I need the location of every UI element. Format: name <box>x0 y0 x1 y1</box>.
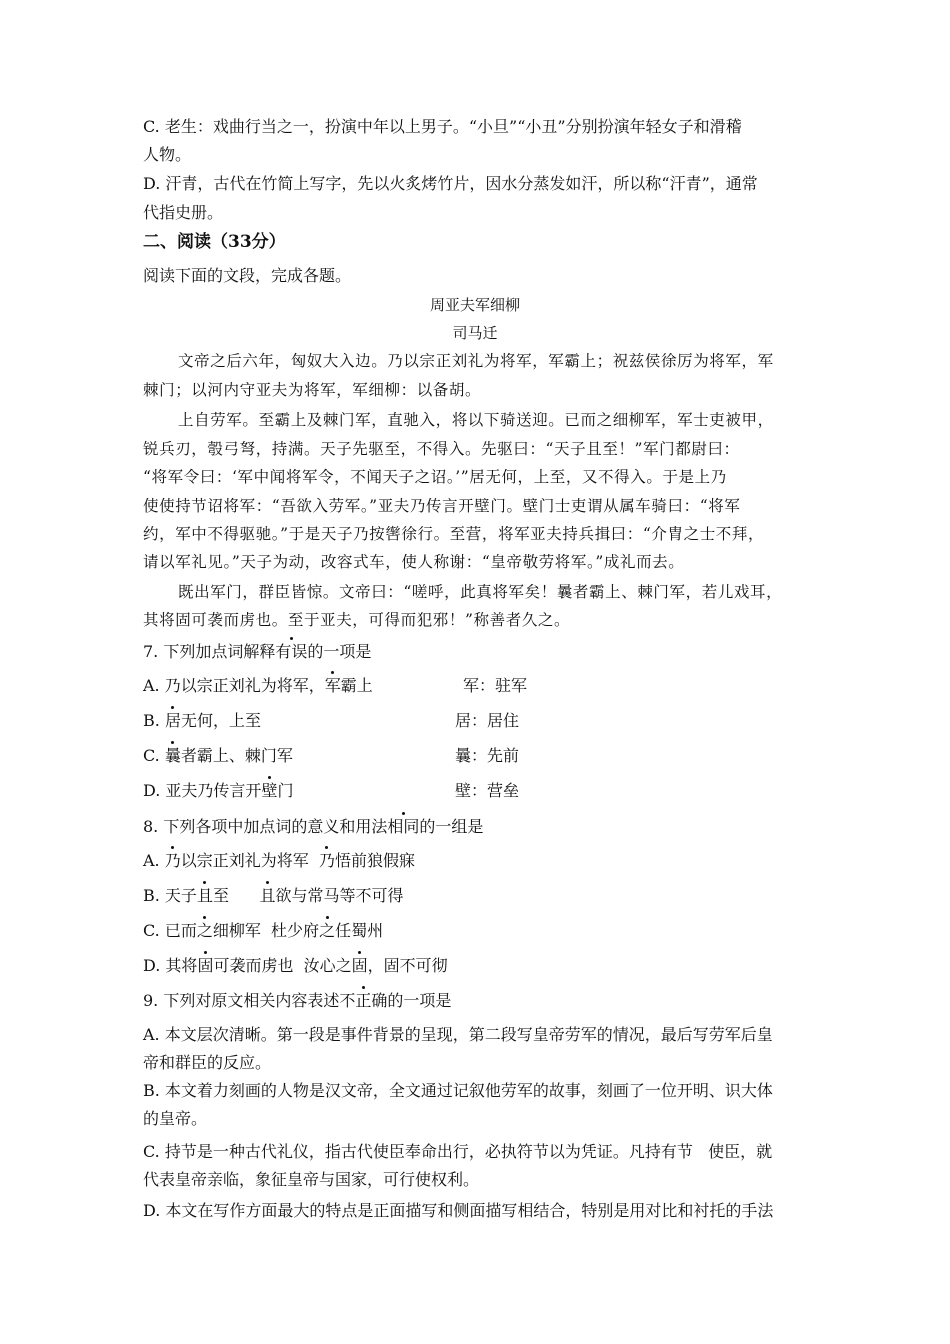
passage-p3-line: 其将固可袭而虏也。至于亚夫，可得而犯邪！”称善者久之。 <box>143 611 571 629</box>
prev-option-d-line1: D. 汗青，古代在竹简上写字，先以火炙烤竹片，因水分蒸发如汗，所以称“汗青”，通常 <box>143 174 758 193</box>
section-title: 二、阅读（33分） <box>143 232 286 252</box>
q7-option-d: D. 亚夫乃传言开壁门 <box>143 781 294 800</box>
q7-option-b: B. 居无何，上至 <box>143 711 261 730</box>
q8-option-c: C. 已而之细柳军 杜少府之任蜀州 <box>143 921 384 940</box>
q7-stem: 7. 下列加点词解释有误的一项是 <box>143 642 372 661</box>
passage-p2-line: 请以军礼见。”天子为动，改容式车，使人称谢：“皇帝敬劳将军。”成礼而去。 <box>143 553 685 571</box>
q8-option-a: A. 乃以宗正刘礼为将军 乃悟前狼假寐 <box>143 851 415 870</box>
q7-option-c-gloss: 曩：先前 <box>455 746 520 765</box>
passage-p2-line: 使使持节诏将军：“吾欲入劳军。”亚夫乃传言开壁门。壁门士吏谓从属车骑曰：“将军 <box>143 497 741 515</box>
q7-option-a-gloss: 军：驻军 <box>463 676 528 695</box>
prev-option-c-line1: C. 老生：戏曲行当之一，扮演中年以上男子。“小旦”“小丑”分别扮演年轻女子和滑稽 <box>143 117 742 136</box>
passage-author: 司马迁 <box>452 324 498 342</box>
passage-p3-line: 既出军门，群臣皆惊。文帝曰：“嗟呼，此真将军矣！曩者霸上、棘门军，若儿戏耳， <box>178 583 783 601</box>
passage-p2-line: 锐兵刃，彀弓弩，持满。天子先驱至，不得入。先驱曰：“天子且至！”军门都尉曰： <box>143 440 740 458</box>
q9-option-a-line1: A. 本文层次清晰。第一段是事件背景的呈现，第二段写皇帝劳军的情况，最后写劳军后皇 <box>143 1025 773 1044</box>
passage-title: 周亚夫军细柳 <box>429 296 520 314</box>
q8-option-d: D. 其将固可袭而虏也 汝心之固，固不可彻 <box>143 956 448 975</box>
q7-option-c: C. 曩者霸上、棘门军 <box>143 746 293 765</box>
q9-option-b-line2: 的皇帝。 <box>143 1109 208 1128</box>
q9-option-a-line2: 帝和群臣的反应。 <box>143 1053 272 1072</box>
q9-option-c-line1: C. 持节是一种古代礼仪，指古代使臣奉命出行，必执符节以为凭证。凡持有节 使臣，就 <box>143 1142 773 1161</box>
q8-stem: 8. 下列各项中加点词的意义和用法相同的一组是 <box>143 817 484 836</box>
prev-option-d-line2: 代指史册。 <box>143 203 224 222</box>
q7-option-a: A. 乃以宗正刘礼为将军，军霸上 <box>143 676 373 695</box>
q8-option-b: B. 天子且至 且欲与常马等不可得 <box>143 886 404 905</box>
q9-option-b-line1: B. 本文着力刻画的人物是汉文帝，全文通过记叙他劳军的故事，刻画了一位开明、识大体 <box>143 1081 773 1100</box>
section-instruction: 阅读下面的文段，完成各题。 <box>143 266 352 285</box>
q9-stem: 9. 下列对原文相关内容表述不正确的一项是 <box>143 991 452 1010</box>
passage-p1-line: 棘门；以河内守亚夫为将军，军细柳：以备胡。 <box>143 381 482 399</box>
prev-option-c-line2: 人物。 <box>143 145 192 164</box>
q9-option-c-line2: 代表皇帝亲临，象征皇帝与国家，可行使权利。 <box>143 1170 480 1189</box>
passage-p2-line: 上自劳军。至霸上及棘门军，直驰入，将以下骑送迎。已而之细柳军，军士吏被甲， <box>178 411 774 429</box>
passage-p1-line: 文帝之后六年，匈奴大入边。乃以宗正刘礼为将军，军霸上；祝兹侯徐厉为将军，军 <box>178 352 774 370</box>
q7-option-b-gloss: 居：居住 <box>455 711 520 730</box>
q7-option-d-gloss: 壁：营垒 <box>455 781 520 800</box>
q9-option-d-line1: D. 本文在写作方面最大的特点是正面描写和侧面描写相结合，特别是用对比和衬托的手法 <box>143 1201 774 1220</box>
passage-p2-line: 约，军中不得驱驰。”于是天子乃按辔徐行。至营，将军亚夫持兵揖曰：“介胄之士不拜， <box>143 525 765 543</box>
passage-p2-line: “将军令曰：‘军中闻将军令，不闻天子之诏。’”居无何，上至，又不得入。于是上乃 <box>143 468 727 486</box>
